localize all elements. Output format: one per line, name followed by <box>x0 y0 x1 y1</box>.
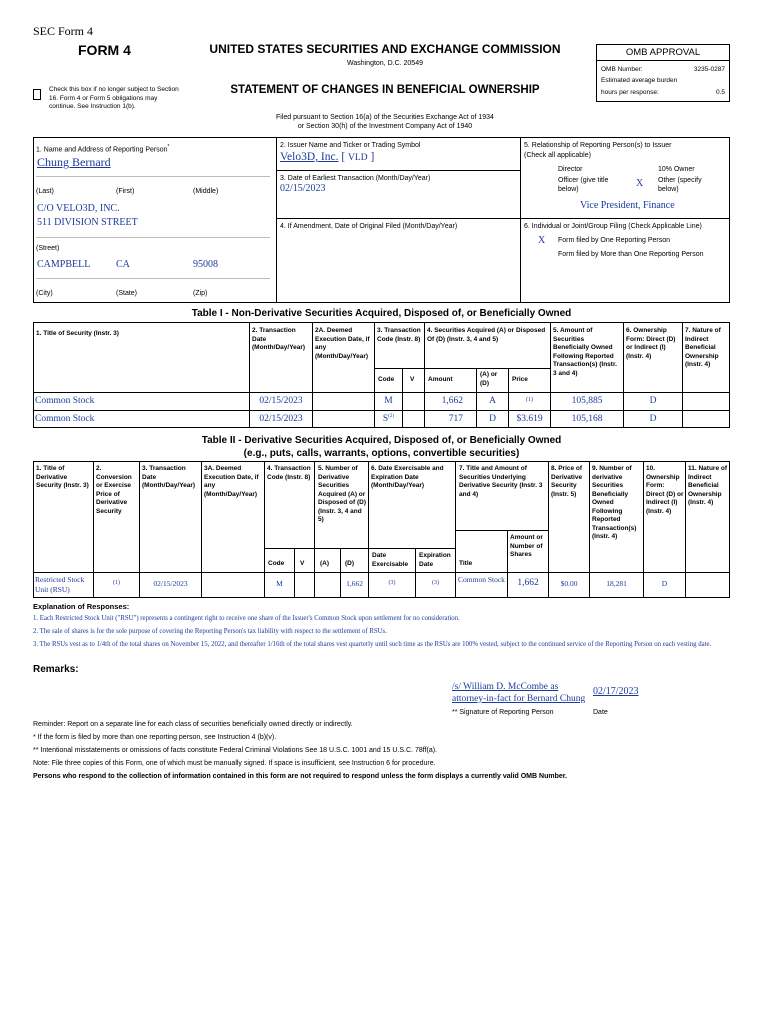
t1-r2-code: $S^{(2)}$ <box>382 414 395 425</box>
form-title: FORM 4 <box>78 42 131 58</box>
t1-h-title: 1. Title of Security (Instr. 3) <box>36 330 119 337</box>
reporting-person-label: 1. Name and Address of Reporting Person* <box>36 144 170 154</box>
t2-sub-amount: Amount or Number of Shares <box>510 534 543 558</box>
reporting-person-name[interactable]: Chung Bernard <box>37 155 111 169</box>
explanation-2: 2. The sale of shares is for the sole purpose of covering the Reporting Person's tax liability with respect to the settlement of RSUs. <box>33 628 387 635</box>
t1-h-date: 2. Transaction Date (Month/Day/Year) <box>252 327 306 351</box>
t1-sub-code: Code <box>378 376 395 383</box>
t1-r2-price: $3.619 <box>516 414 543 424</box>
zip-label: (Zip) <box>193 290 208 297</box>
t2-h-owned: 9. Number of derivative Securities Beneficially Owned Following Reported Transaction(s) (Instr. 4) <box>592 465 637 540</box>
t2-r1-form: D <box>661 579 668 588</box>
t1-r1-code: M <box>384 396 393 406</box>
t1-r1-owned: 105,885 <box>571 396 603 406</box>
t2-h-number: 5. Number of Derivative Securities Acquired (A) or Disposed of (D) (Instr. 3, 4 and 5) <box>318 465 367 523</box>
signature-date: 02/17/2023 <box>593 686 639 697</box>
t2-sub-a: (A) <box>320 560 330 567</box>
t1-h-code: 3. Transaction Code (Instr. 8) <box>377 327 421 343</box>
remarks-label: Remarks: <box>33 664 79 675</box>
t2-sub-exercisable: Date Exercisable <box>372 552 409 568</box>
officer-checked-mark: X <box>636 178 644 189</box>
t2-h-nature: 11. Nature of Indirect Beneficial Ownership (Instr. 4) <box>688 465 728 506</box>
t2-h-underlying: 7. Title and Amount of Securities Underlying Derivative Security (Instr. 3 and 4) <box>459 465 543 498</box>
relationship-label: 5. Relationship of Reporting Person(s) to Issuer <box>524 142 672 149</box>
t2-h-title: 1. Title of Derivative Security (Instr. 3) <box>36 465 89 489</box>
omb-burden-label: Estimated average burden <box>601 77 678 84</box>
t1-r2-ad: D <box>489 414 496 424</box>
table2-title: Table II - Derivative Securities Acquired, Disposed of, or Beneficially Owned <box>201 435 562 446</box>
officer-title: Vice President, Finance <box>580 200 675 211</box>
omb-hours-value: 0.5 <box>715 89 725 96</box>
state-label: (State) <box>116 290 138 297</box>
first-label: (First) <box>116 188 135 195</box>
omb-number-label: OMB Number: <box>601 66 643 73</box>
middle-label: (Middle) <box>193 188 219 195</box>
amendment-label: 4. If Amendment, Date of Original Filed (Month/Day/Year) <box>280 223 458 230</box>
earliest-date-value: 02/15/2023 <box>280 183 326 194</box>
commission-title: UNITED STATES SECURITIES AND EXCHANGE COMMISSION <box>209 42 561 56</box>
t1-r1-amount: 1,662 <box>441 396 463 406</box>
t2-h-price: 8. Price of Derivative Security (Instr. 5) <box>551 465 583 498</box>
state-value: CA <box>116 259 130 270</box>
address-line2: 511 DIVISION STREET <box>37 217 138 228</box>
table1-title: Table I - Non-Derivative Securities Acquired, Disposed of, or Beneficially Owned <box>191 308 572 319</box>
filed-pursuant-line1: Filed pursuant to Section 16(a) of the Securities Exchange Act of 1934 <box>276 114 494 121</box>
t1-r2-amount: 717 <box>448 414 463 424</box>
earliest-date-label: 3. Date of Earliest Transaction (Month/Day/Year) <box>280 175 431 182</box>
t1-sub-price: Price <box>512 376 528 383</box>
relationship-sub: (Check all applicable) <box>524 152 591 159</box>
t2-r1-exercisable: (3) <box>388 580 396 586</box>
street-label: (Street) <box>36 245 60 252</box>
filing-label: 6. Individual or Joint/Group Filing (Check Applicable Line) <box>524 223 702 230</box>
no-longer-subject-checkbox[interactable] <box>33 89 41 100</box>
issuer-line: Velo3D, Inc. [ VLD ] <box>280 151 375 163</box>
city-label: (City) <box>36 290 53 297</box>
t2-sub-d: (D) <box>345 560 355 567</box>
issuer-label: 2. Issuer Name and Ticker or Trading Symbol <box>280 142 421 149</box>
t2-h-deemed: 3A. Deemed Execution Date, if any (Month/Day/Year) <box>204 465 259 498</box>
t2-r1-expiration: (3) <box>432 580 439 586</box>
signature-line1[interactable]: /s/ William D. McCombe as <box>452 682 559 692</box>
t1-h-nature: 7. Nature of Indirect Beneficial Ownership (Instr. 4) <box>685 327 721 368</box>
director-option[interactable]: Director <box>558 166 583 173</box>
footer-reminder: Reminder: Report on a separate line for each class of securities beneficially owned directly or indirectly. <box>33 721 353 728</box>
t2-r1-underlying-amount: 1,662 <box>517 578 539 588</box>
address-line1: C/O VELO3D, INC. <box>37 203 120 214</box>
explanation-label: Explanation of Responses: <box>33 602 130 611</box>
city-value: CAMPBELL <box>37 259 91 270</box>
t2-h-date: 3. Transaction Date (Month/Day/Year) <box>142 465 196 489</box>
t2-sub-v: V <box>300 560 305 567</box>
signature-label: ** Signature of Reporting Person <box>452 709 554 716</box>
t1-h-securities: 4. Securities Acquired (A) or Disposed Of (D) (Instr. 3, 4 and 5) <box>427 327 546 343</box>
issuer-name[interactable]: Velo3D, Inc. <box>280 151 339 163</box>
t1-r1-ad: A <box>489 396 496 406</box>
t1-r2-date: 02/15/2023 <box>259 414 303 424</box>
t1-r2-form: D <box>649 414 657 424</box>
t2-r1-date: 02/15/2023 <box>153 579 188 588</box>
t1-r1-date: 02/15/2023 <box>259 396 303 406</box>
t1-r2-owned: 105,168 <box>571 414 603 424</box>
t2-sub-code: Code <box>268 560 285 567</box>
t2-r1-owned: 18,281 <box>606 579 627 588</box>
zip-value: 95008 <box>193 259 218 270</box>
last-label: (Last) <box>36 188 54 195</box>
t2-r1-price: $0.00 <box>560 579 578 588</box>
issuer-ticker: VLD <box>348 153 368 163</box>
footer-note-copies: Note: File three copies of this Form, one of which must be manually signed. If space is insufficient, see Instruction 6 for procedure. <box>33 760 436 767</box>
explanation-1: 1. Each Restricted Stock Unit ("RSU") represents a contingent right to receive one share of the Issuer's Common Stock upon settlement for no consideration. <box>33 615 460 622</box>
t2-h-exercisable: 6. Date Exercisable and Expiration Date (Month/Day/Year) <box>371 465 444 489</box>
t2-r1-title: Restricted Stock Unit (RSU) <box>35 575 85 594</box>
one-person-checked-mark: X <box>538 235 546 246</box>
t1-h-deemed: 2A. Deemed Execution Date, if any (Month/Day/Year) <box>315 327 370 360</box>
t1-r2-title: Common Stock <box>35 414 95 424</box>
footer-omb-notice: Persons who respond to the collection of information contained in this form are not required to respond unless the form displays a currently valid OMB Number. <box>33 773 568 780</box>
ten-percent-owner-option[interactable]: 10% Owner <box>658 166 695 173</box>
omb-number-value: 3235-0287 <box>693 66 725 73</box>
statement-title: STATEMENT OF CHANGES IN BENEFICIAL OWNERSHIP <box>230 84 540 96</box>
t2-sub-expiration: Expiration Date <box>419 552 451 568</box>
t2-r1-conversion: (1) <box>113 580 120 586</box>
t2-sub-title: Title <box>459 560 473 567</box>
t1-r1-title: Common Stock <box>35 396 95 406</box>
t1-sub-amount: Amount <box>428 376 453 383</box>
t2-r1-underlying-title: Common Stock <box>458 575 505 584</box>
t1-h-owned: 5. Amount of Securities Beneficially Owned Following Reported Transaction(s) (Instr. 3 and 4) <box>553 327 617 377</box>
other-option[interactable]: Other (specify below) <box>658 177 702 193</box>
checkbox-text: Check this box if no longer subject to Section 16. Form 4 or Form 5 obligations may continue. See Instruction 1(b). <box>49 86 179 110</box>
one-person-option[interactable]: Form filed by One Reporting Person <box>558 237 671 244</box>
table2-subtitle: (e.g., puts, calls, warrants, options, convertible securities) <box>243 448 520 459</box>
t2-h-form: 10. Ownership Form: Direct (D) or Indirect (I) (Instr. 4) <box>646 465 684 515</box>
t2-h-code: 4. Transaction Code (Instr. 8) <box>267 465 311 481</box>
t1-h-form: 6. Ownership Form: Direct (D) or Indirect (I) (Instr. 4) <box>626 327 676 360</box>
more-persons-option[interactable]: Form filed by More than One Reporting Person <box>558 251 704 258</box>
t1-sub-ad: (A) or (D) <box>480 371 498 387</box>
date-label: Date <box>593 709 608 716</box>
t1-r1-price: (1) <box>526 397 533 403</box>
omb-title: OMB APPROVAL <box>597 45 729 61</box>
footer-note-misstatements: ** Intentional misstatements or omissions of facts constitute Federal Criminal Violations See 18 U.S.C. 1001 and 15 U.S.C. 78ff(a). <box>33 747 437 754</box>
location: Washington, D.C. 20549 <box>346 60 423 67</box>
signature-line2[interactable]: attorney-in-fact for Bernard Chung <box>452 694 586 704</box>
t2-r1-code: M <box>276 579 283 588</box>
omb-hours-label: hours per response: <box>601 89 659 96</box>
t2-h-conversion: 2. Conversion or Exercise Price of Derivative Security <box>96 465 132 515</box>
sec-form-label: SEC Form 4 <box>33 24 94 38</box>
officer-option[interactable]: Officer (give title below) <box>558 177 609 193</box>
t1-r1-form: D <box>649 396 657 406</box>
explanation-3: 3. The RSUs vest as to 1/4th of the total shares on November 15, 2022, and thereafter 1/16th of the total shares vest quarterly until such time as the RSUs are 100% vested, subject to the continued service of the Reporting Person on each vesting date. <box>33 641 712 648</box>
footer-note-multiple: * If the form is filed by more than one reporting person, see Instruction 4 (b)(v). <box>33 734 277 741</box>
t1-sub-v: V <box>410 376 415 383</box>
filed-pursuant-line2: or Section 30(h) of the Investment Company Act of 1940 <box>297 123 473 130</box>
t2-r1-d: 1,662 <box>346 579 363 588</box>
